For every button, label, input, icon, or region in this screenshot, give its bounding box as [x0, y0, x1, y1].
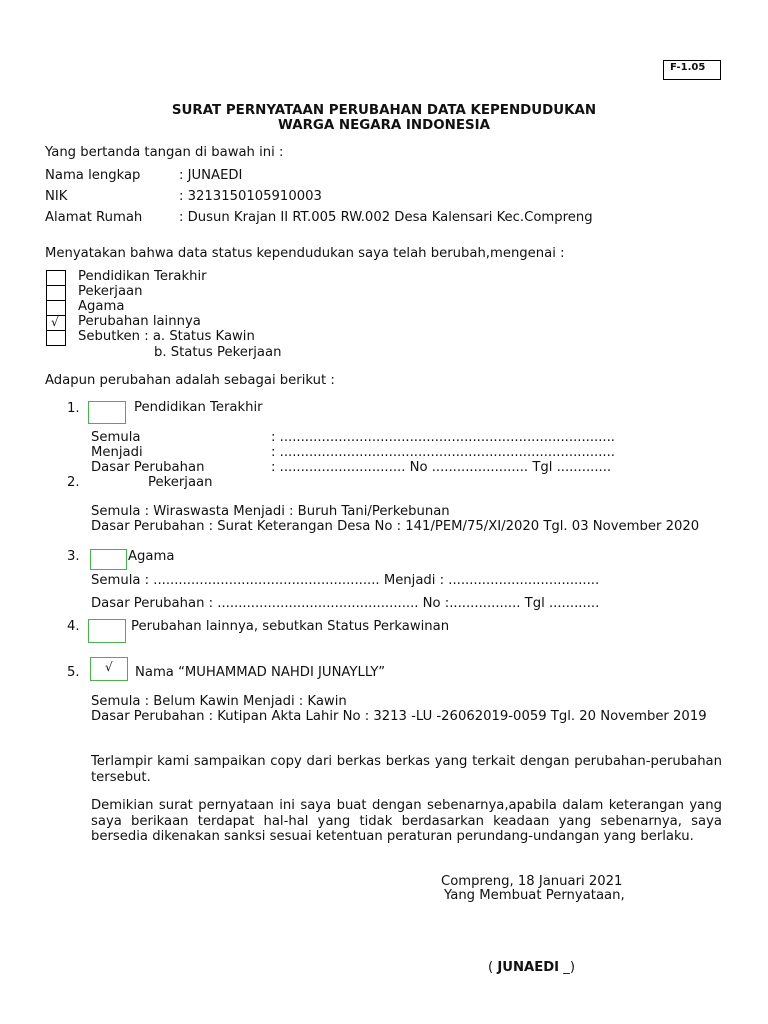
- section5-checkmark-icon: √: [105, 660, 113, 674]
- section1-menjadi-label: Menjadi: [91, 445, 143, 460]
- section1-semula-label: Semula: [91, 430, 141, 445]
- signature-name: JUNAEDI: [497, 960, 560, 975]
- name-label: Nama lengkap: [45, 168, 141, 183]
- intro-text: Yang bertanda tangan di bawah ini :: [45, 145, 284, 160]
- section4-number: 4.: [67, 619, 80, 634]
- address-value: : Dusun Krajan II RT.005 RW.002 Desa Kalensari Kec.Compreng: [179, 210, 593, 225]
- form-code: F-1.05: [663, 60, 721, 80]
- section5-line2: Dasar Perubahan : Kutipan Akta Lahir No : 3213 -LU -26062019-0059 Tgl. 20 November 2019: [91, 709, 707, 724]
- section5-line1: Semula : Belum Kawin Menjadi : Kawin: [91, 694, 347, 709]
- signature-place-date: Compreng, 18 Januari 2021: [441, 874, 623, 889]
- section5-title: Nama “MUHAMMAD NAHDI JUNAYLLY”: [135, 665, 386, 680]
- nik-label: NIK: [45, 189, 68, 204]
- checkmark-icon: √: [51, 315, 59, 329]
- attachment-paragraph: Terlampir kami sampaikan copy dari berkas berkas yang terkait dengan perubahan-perubahan tersebut.: [91, 754, 722, 785]
- changes-intro: Adapun perubahan adalah sebagai berikut :: [45, 373, 335, 388]
- section2-line2: Dasar Perubahan : Surat Keterangan Desa No : 141/PEM/75/XI/2020 Tgl. 03 November 2020: [91, 519, 700, 534]
- checklist-item-agama: Agama: [78, 299, 125, 314]
- section4-title: Perubahan lainnya, sebutkan Status Perkawinan: [131, 619, 450, 634]
- checklist-item-pekerjaan: Pekerjaan: [78, 284, 143, 299]
- signature-close-paren: _): [559, 960, 576, 975]
- section3-line1: Semula : ...................................................... Menjadi : ....................................: [91, 573, 600, 588]
- address-label: Alamat Rumah: [45, 210, 143, 225]
- title-line-2: WARGA NEGARA INDONESIA: [278, 118, 490, 133]
- title-line-1: SURAT PERNYATAAN PERUBAHAN DATA KEPENDUDUKAN: [171, 103, 597, 118]
- checkbox-agama: [46, 300, 66, 315]
- section1-semula-value: : ................................................................................: [271, 430, 615, 445]
- section3-line2: Dasar Perubahan : ................................................ No :................. Tgl ............: [91, 596, 600, 611]
- sebutkan-a: Sebutken : a. Status Kawin: [78, 329, 255, 344]
- name-value: : JUNAEDI: [179, 168, 243, 183]
- section1-title: Pendidikan Terakhir: [134, 400, 263, 415]
- section4-box: [88, 619, 126, 643]
- section3-number: 3.: [67, 549, 80, 564]
- section1-box: [88, 401, 126, 424]
- section3-title: Agama: [128, 549, 175, 564]
- statement-text: Menyatakan bahwa data status kependudukan saya telah berubah,mengenai :: [45, 246, 565, 261]
- checkbox-pekerjaan: [46, 285, 66, 300]
- section2-line1: Semula : Wiraswasta Menjadi : Buruh Tani/Perkebunan: [91, 504, 450, 519]
- section1-dasar-label: Dasar Perubahan: [91, 460, 205, 475]
- checklist-item-pendidikan: Pendidikan Terakhir: [78, 269, 207, 284]
- closing-paragraph: Demikian surat pernyataan ini saya buat dengan sebenarnya,apabila dalam keterangan yang saya berikaan terdapat hal-hal yang tidak berdasarkan keadaan yang sebenarnya, saya bersedia dikenakan sanksi sesuai ketentuan peraturan perundang-undangan yang berlaku.: [91, 798, 722, 844]
- checklist-item-perubahan-lainnya: Perubahan lainnya: [78, 314, 201, 329]
- section1-menjadi-value: : ................................................................................: [271, 445, 615, 460]
- section1-dasar-value: : .............................. No ....................... Tgl .............: [271, 460, 612, 475]
- section2-title: Pekerjaan: [148, 475, 213, 490]
- sebutkan-b: b. Status Pekerjaan: [154, 345, 282, 360]
- section2-number: 2.: [67, 475, 80, 490]
- checkbox-pendidikan: [46, 270, 66, 285]
- section1-number: 1.: [67, 401, 80, 416]
- signature-name-line: [488, 960, 575, 975]
- nik-value: : 3213150105910003: [179, 189, 322, 204]
- signature-role: Yang Membuat Pernyataan,: [444, 888, 625, 903]
- checkbox-sebutkan: [46, 330, 66, 346]
- signature-open-paren: (: [488, 960, 498, 975]
- section3-box: [90, 549, 127, 570]
- section5-number: 5.: [67, 665, 80, 680]
